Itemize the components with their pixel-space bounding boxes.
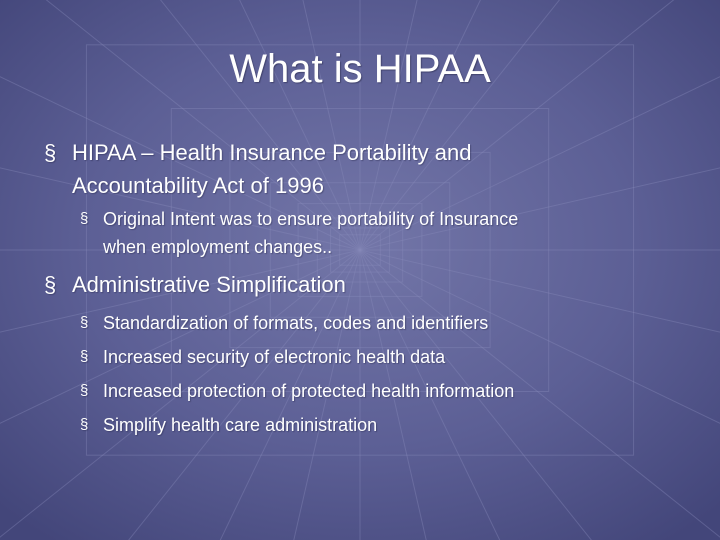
sub-bullet-text-line: when employment changes.. [103, 237, 333, 257]
bullet-text-line: Accountability Act of 1996 [72, 173, 324, 198]
bullet-point [44, 268, 684, 301]
sub-bullet-point [80, 411, 680, 439]
sub-bullet-text-line: Increased security of electronic health data [103, 347, 446, 367]
sub-bullet-point [80, 377, 680, 405]
bullet-text-line: Administrative Simplification [72, 272, 346, 297]
sub-bullet-point [80, 309, 680, 337]
section-bullet-icon: § [44, 272, 57, 297]
section-bullet-icon: § [80, 416, 89, 433]
sub-bullet-text-line: Increased protection of protected health information [103, 381, 515, 401]
section-bullet-icon: § [80, 210, 89, 227]
bullet-point [44, 136, 684, 202]
section-bullet-icon: § [44, 140, 57, 165]
slide-title: What is HIPAA [229, 47, 491, 91]
section-bullet-icon: § [80, 314, 89, 331]
sub-bullet-point [80, 343, 680, 371]
sub-bullet-text-line: Standardization of formats, codes and identifiers [103, 313, 489, 333]
sub-bullet-point [80, 205, 680, 261]
sub-bullet-text-line: Simplify health care administration [103, 415, 378, 435]
section-bullet-icon: § [80, 348, 89, 365]
sub-bullet-text-line: Original Intent was to ensure portability of Insurance [103, 209, 519, 229]
section-bullet-icon: § [80, 382, 89, 399]
bullet-text-line: HIPAA – Health Insurance Portability and [72, 140, 472, 165]
